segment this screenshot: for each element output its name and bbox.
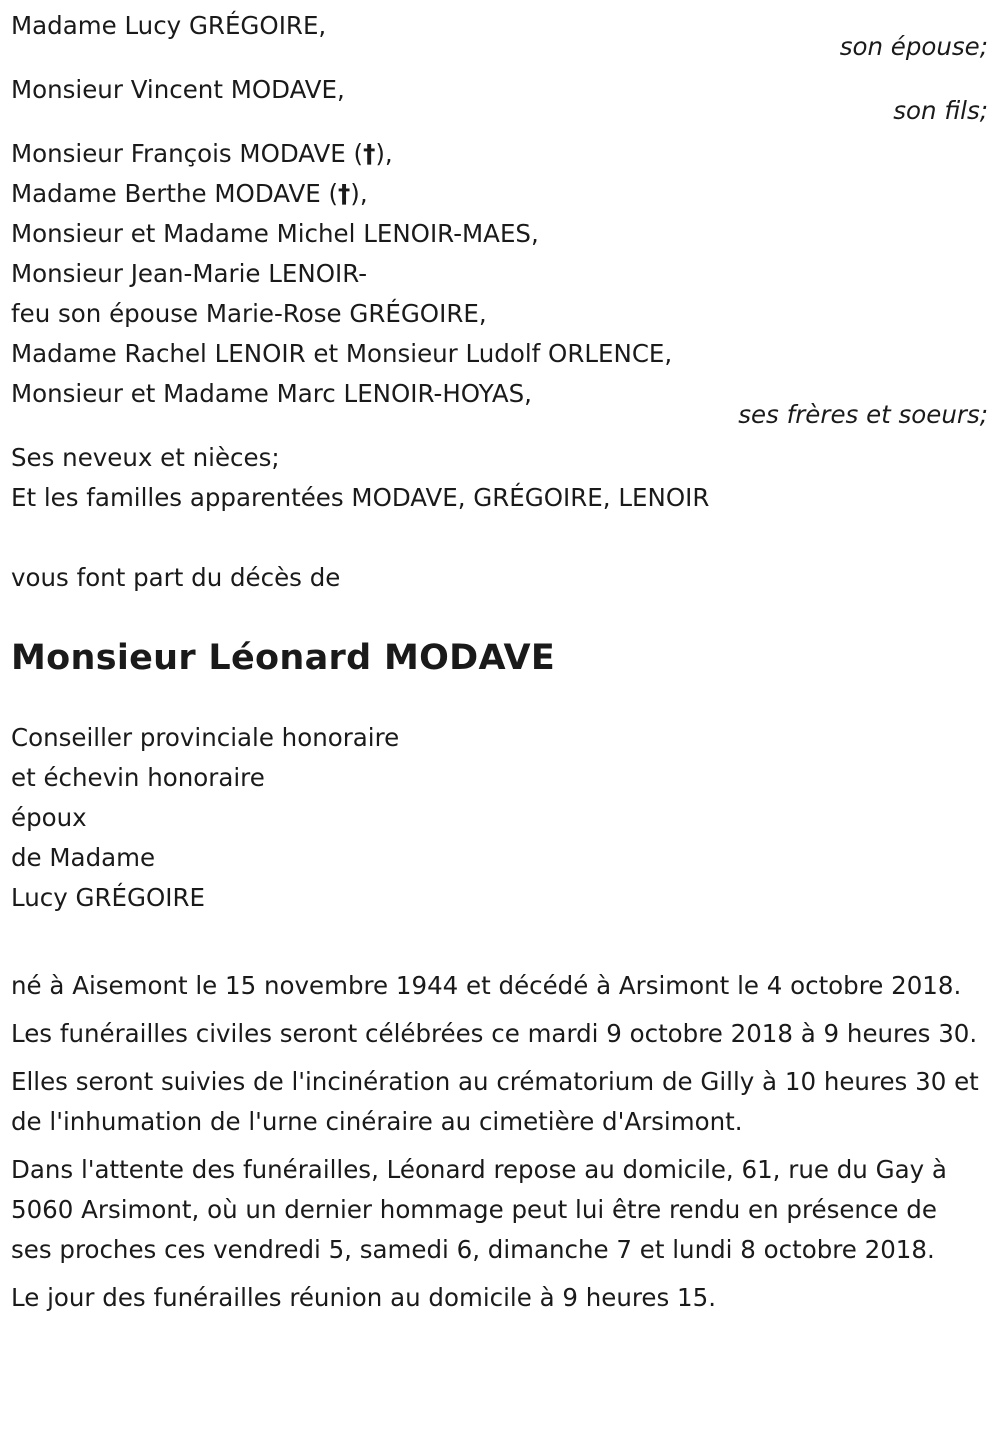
son-block	[11, 70, 990, 126]
cremation-paragraph: Elles seront suivies de l'incinération au crématorium de Gilly à 10 heures 30 et de l'inhumation de l'urne cinéraire au cimetière d'Arsimont.	[11, 1067, 979, 1136]
son-name: Monsieur Vincent MODAVE,	[11, 75, 345, 104]
son-role: son fils;	[893, 96, 988, 125]
birth-death-paragraph: né à Aisemont le 15 novembre 1944 et décédé à Arsimont le 4 octobre 2018.	[11, 971, 962, 1000]
deceased-titles	[11, 718, 990, 918]
funeral-paragraph: Les funérailles civiles seront célébrées ce mardi 9 octobre 2018 à 9 heures 30.	[11, 1019, 978, 1048]
cross-icon: †	[363, 139, 376, 168]
title-line: Conseiller provinciale honoraire	[11, 723, 400, 752]
sibling-line: Monsieur et Madame Michel LENOIR-MAES,	[11, 219, 539, 248]
sibling-line: Madame Rachel LENOIR et Monsieur Ludolf ORLENCE,	[11, 339, 673, 368]
title-line: époux	[11, 803, 87, 832]
sibling-line: Madame Berthe MODAVE (†),	[11, 179, 368, 208]
siblings-block	[11, 134, 990, 430]
title-line: Lucy GRÉGOIRE	[11, 883, 205, 912]
sibling-line: Monsieur Jean-Marie LENOIR-	[11, 259, 368, 288]
spouse-role: son épouse;	[839, 32, 988, 61]
spouse-block	[11, 6, 990, 62]
visitation-paragraph: Dans l'attente des funérailles, Léonard repose au domicile, 61, rue du Gay à 5060 Arsimont, où un dernier hommage peut lui être rendu en présence de ses proches ces vendredi 5, samedi 6, dimanche 7 et lundi 8 octobre 2018.	[11, 1155, 947, 1264]
meeting-paragraph: Le jour des funérailles réunion au domicile à 9 heures 15.	[11, 1283, 717, 1312]
spouse-name: Madame Lucy GRÉGOIRE,	[11, 11, 327, 40]
deceased-name: Monsieur Léonard MODAVE	[11, 638, 556, 678]
sibling-line: feu son épouse Marie-Rose GRÉGOIRE,	[11, 299, 487, 328]
siblings-role: ses frères et soeurs;	[738, 400, 988, 429]
title-line: de Madame	[11, 843, 156, 872]
sibling-line: Monsieur et Madame Marc LENOIR-HOYAS,	[11, 379, 532, 408]
title-line: et échevin honoraire	[11, 763, 265, 792]
cross-icon: †	[338, 179, 351, 208]
sibling-line: Monsieur François MODAVE (†),	[11, 139, 393, 168]
announcement: vous font part du décès de	[11, 563, 341, 592]
families-line: Et les familles apparentées MODAVE, GRÉGOIRE, LENOIR	[11, 483, 710, 512]
nephews-line: Ses neveux et nièces;	[11, 443, 280, 472]
